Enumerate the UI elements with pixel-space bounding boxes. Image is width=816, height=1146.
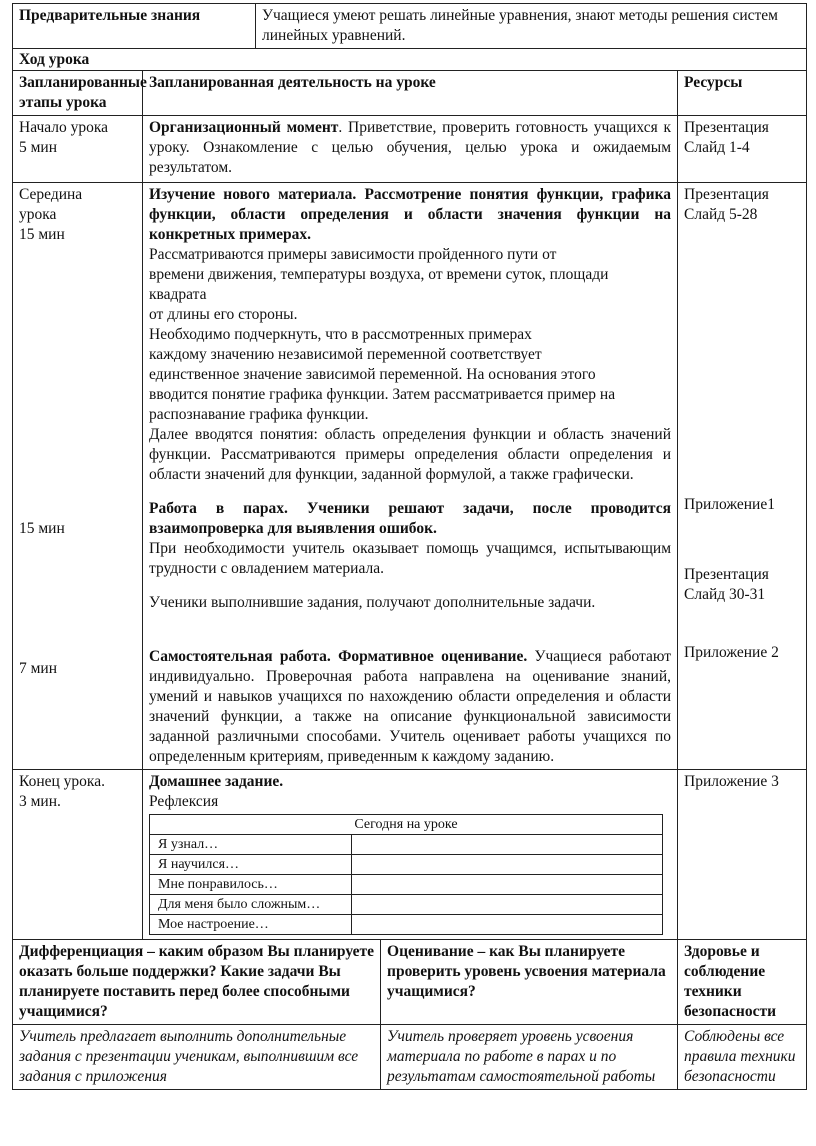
start-row [13,116,807,183]
reflection-prompt: Мое настроение… [150,915,352,935]
lesson-plan-page [12,3,806,1090]
start-activity-cell [143,116,678,183]
lesson-section-row [13,49,807,71]
new-material-line-7: единственное значение зависимой переменной. На основания этого [149,366,596,383]
new-material-line-1: Рассматриваются примеры зависимости пройденного пути от [149,246,557,263]
end-resources-cell [678,770,807,940]
middle-res-1: Презентация [684,186,769,203]
start-time: 5 мин [19,139,58,156]
reflection-answer-field[interactable] [351,835,662,855]
reflection-answer-field[interactable] [351,915,662,935]
reflection-row [150,835,663,855]
lesson-section-title: Ход урока [13,49,807,71]
extra-tasks-text: Ученики выполнившие задания, получают дополнительные задачи. [149,594,596,611]
reflection-answer-field[interactable] [351,875,662,895]
middle-time-3: 7 мин [19,660,58,677]
prior-knowledge-text: Учащиеся умеют решать линейные уравнения, знают методы решения систем линейных уравнений. [256,4,807,49]
reflection-prompt: Для меня было сложным… [150,895,352,915]
reflection-prompt: Я научился… [150,855,352,875]
reflection-row [150,915,663,935]
pairs-work-title: Работа в парах. Ученики решают задачи, после проводится взаимопроверка для выявления ошибок. [149,500,672,537]
prior-knowledge-row [13,4,807,49]
independent-work-title: Самостоятельная работа. Формативное оценивание. [149,648,528,665]
middle-time-2: 15 мин [19,520,65,537]
middle-stage-cell [13,183,143,770]
health-question: Здоровье и соблюдение техники безопасности [678,940,807,1025]
start-stage-cell [13,116,143,183]
start-activity-title: Организационный момент [149,119,339,136]
health-answer: Соблюдены все правила техники безопасности [678,1025,807,1090]
middle-res-5: Слайд 30-31 [684,586,766,603]
middle-activity-cell [143,183,678,770]
start-res-1: Презентация [684,119,769,136]
middle-res-4: Презентация [684,566,769,583]
lesson-plan-table [12,3,807,1090]
end-stage-cell [13,770,143,940]
middle-resources-cell [678,183,807,770]
middle-res-3: Приложение1 [684,496,775,513]
start-activity-text: . Приветствие, проверить готовность учащихся к уроку. Ознакомление с целью обучения, целью урока и ожидаемым результатом. [149,119,672,176]
differentiation-answer: Учитель предлагает выполнить дополнительные задания с презентации ученикам, выполнившим все задания с приложения [13,1025,381,1090]
header-activity: Запланированная деятельность на уроке [143,71,678,116]
differentiation-question: Дифференциация – каким образом Вы планируете оказать больше поддержки? Какие задачи Вы планируете поставить перед более способными учащимися? [13,940,381,1025]
header-resources: Ресурсы [678,71,807,116]
reflection-table [149,814,663,935]
reflection-prompt: Я узнал… [150,835,352,855]
middle-stage-2: урока [19,206,57,223]
reflection-row [150,895,663,915]
new-material-title: Изучение нового материала. Рассмотрение понятия функции, графика функции, области определения и области значения функции на конкретных примерах. [149,186,672,243]
start-resources-cell [678,116,807,183]
new-material-line-4: от длины его стороны. [149,306,298,323]
start-stage: Начало урока [19,119,109,136]
new-material-line-5: Необходимо подчеркнуть, что в рассмотренных примерах [149,326,532,343]
end-stage: Конец урока. [19,773,105,790]
reflection-row [150,855,663,875]
reflection-prompt: Мне понравилось… [150,875,352,895]
new-material-line-6: каждому значению независимой переменной соответствует [149,346,542,363]
end-activity-cell [143,770,678,940]
reflection-answer-field[interactable] [351,855,662,875]
end-res: Приложение 3 [684,773,779,790]
new-material-line-3: квадрата [149,286,207,303]
header-row [13,71,807,116]
end-row [13,770,807,940]
middle-time-1: 15 мин [19,226,65,243]
footer-answers-row [13,1025,807,1090]
reflection-answer-field[interactable] [351,895,662,915]
reflection-label: Рефлексия [149,793,219,810]
homework-title: Домашнее задание. [149,773,284,790]
header-stages: Запланированные этапы урока [13,71,143,116]
new-material-line-2: времени движения, температуры воздуха, от времени суток, площади [149,266,609,283]
middle-stage-1: Середина [19,186,83,203]
middle-res-2: Слайд 5-28 [684,206,758,223]
prior-knowledge-label: Предварительные знания [13,4,256,49]
start-res-2: Слайд 1-4 [684,139,750,156]
independent-work-text: Учащиеся работают индивидуально. Проверочная работа направлена на оценивание знаний, умений и навыков учащихся по нахождению области определения и области значений функции, а также на описание функциональной зависимости заданной различными способами. Учитель оценивает работы учащихся по определенным критериям, приведенным к каждому заданию. [149,648,672,765]
end-time: 3 мин. [19,793,61,810]
middle-row [13,183,807,770]
pairs-work-text: При необходимости учитель оказывает помощь учащимся, испытывающим трудности с овладением материала. [149,540,672,577]
reflection-header: Сегодня на уроке [150,815,663,835]
new-material-line-9: распознавание графика функции. [149,406,369,423]
reflection-row [150,875,663,895]
middle-res-6: Приложение 2 [684,644,779,661]
new-material-paragraph: Далее вводятся понятия: область определения функции и область значений функции. Рассматриваются примеры определения области определения и области значений для функции, заданной формулой, а также графически. [149,426,672,483]
assessment-answer: Учитель проверяет уровень усвоения материала по работе в парах и по результатам самостоятельной работы [381,1025,678,1090]
footer-questions-row [13,940,807,1025]
assessment-question: Оценивание – как Вы планируете проверить уровень усвоения материала учащимися? [381,940,678,1025]
new-material-line-8: вводится понятие графика функции. Затем рассматривается пример на [149,386,616,403]
